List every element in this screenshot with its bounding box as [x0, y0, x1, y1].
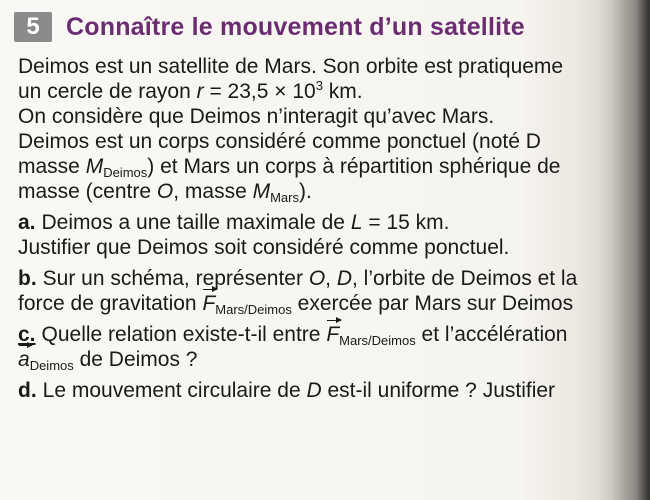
statement-line-3	[18, 104, 650, 129]
subscript: Deimos	[103, 165, 148, 180]
statement-text: On considère que Deimos n’interagit qu’avec Mars.	[18, 105, 495, 128]
variable-r: r	[196, 80, 204, 103]
subscript: Mars/Deimos	[339, 333, 416, 348]
statement-line-4	[18, 129, 650, 154]
subscript: Mars/Deimos	[215, 302, 292, 317]
statement-text: ) et Mars un corps à répartition sphérique de	[147, 155, 561, 178]
question-c-label: c.	[18, 323, 36, 346]
question-text: de Deimos ?	[73, 348, 198, 371]
variable-M: M	[252, 180, 271, 203]
statement-line-5	[18, 154, 650, 179]
variable-O: O	[156, 180, 174, 203]
question-b-line-1	[18, 266, 650, 291]
question-text: ,	[325, 267, 337, 290]
question-a-line-1	[18, 210, 650, 235]
question-text: et l’accélération	[415, 323, 568, 346]
statement-text: = 23,5 × 10	[203, 80, 316, 103]
exercise-body	[18, 54, 650, 403]
question-text: , l’orbite de Deimos et la	[352, 267, 578, 290]
variable-L: L	[350, 211, 363, 234]
question-d-line-1	[18, 378, 650, 403]
statement-text: masse	[18, 155, 86, 178]
statement-text: ).	[298, 180, 312, 203]
question-b-line-2	[18, 291, 650, 316]
question-a-line-2	[18, 235, 650, 260]
statement-text: un cercle de rayon	[18, 80, 197, 103]
vector-a-arrow-icon: a	[18, 348, 30, 371]
variable-M: M	[85, 155, 104, 178]
vector-F-arrow-icon: F	[326, 323, 340, 346]
question-text: Le mouvement circulaire de	[42, 379, 307, 402]
question-a-label: a.	[18, 211, 36, 234]
question-text: Justifier que Deimos soit considéré comme ponctuel.	[18, 236, 510, 259]
statement-text: Deimos est un corps considéré comme ponctuel (noté D	[18, 130, 541, 153]
question-d-label: d.	[18, 379, 37, 402]
question-text: Sur un schéma, représenter	[42, 267, 309, 290]
vector-F-arrow-icon: F	[202, 292, 216, 315]
statement-text: , masse	[173, 180, 253, 203]
question-c-line-1	[18, 322, 650, 347]
exercise-title: Connaître le mouvement d’un satellite	[66, 12, 525, 41]
question-text: est-il uniforme ? Justifier	[321, 379, 556, 402]
question-b-label: b.	[18, 267, 37, 290]
question-text: Quelle relation existe-t-il entre	[41, 323, 327, 346]
subscript: Deimos	[29, 358, 74, 373]
question-text: force de gravitation	[18, 292, 203, 315]
statement-line-1	[18, 54, 650, 79]
statement-text: masse (centre	[18, 180, 157, 203]
question-c-line-2	[18, 347, 650, 372]
question-text: exercée par Mars sur Deimos	[291, 292, 574, 315]
variable-D: D	[336, 267, 352, 290]
statement-line-6	[18, 179, 650, 204]
question-text: = 15 km.	[362, 211, 450, 234]
exercise-number-badge: 5	[14, 12, 52, 42]
exponent: 3	[315, 78, 323, 93]
variable-O: O	[308, 267, 326, 290]
statement-text: Deimos est un satellite de Mars. Son orbite est pratiqueme	[18, 55, 564, 78]
exercise-header	[14, 12, 525, 42]
question-text: Deimos a une taille maximale de	[41, 211, 351, 234]
variable-D: D	[306, 379, 322, 402]
subscript: Mars	[270, 190, 299, 205]
statement-text: km.	[322, 80, 363, 103]
statement-line-2	[18, 79, 650, 104]
